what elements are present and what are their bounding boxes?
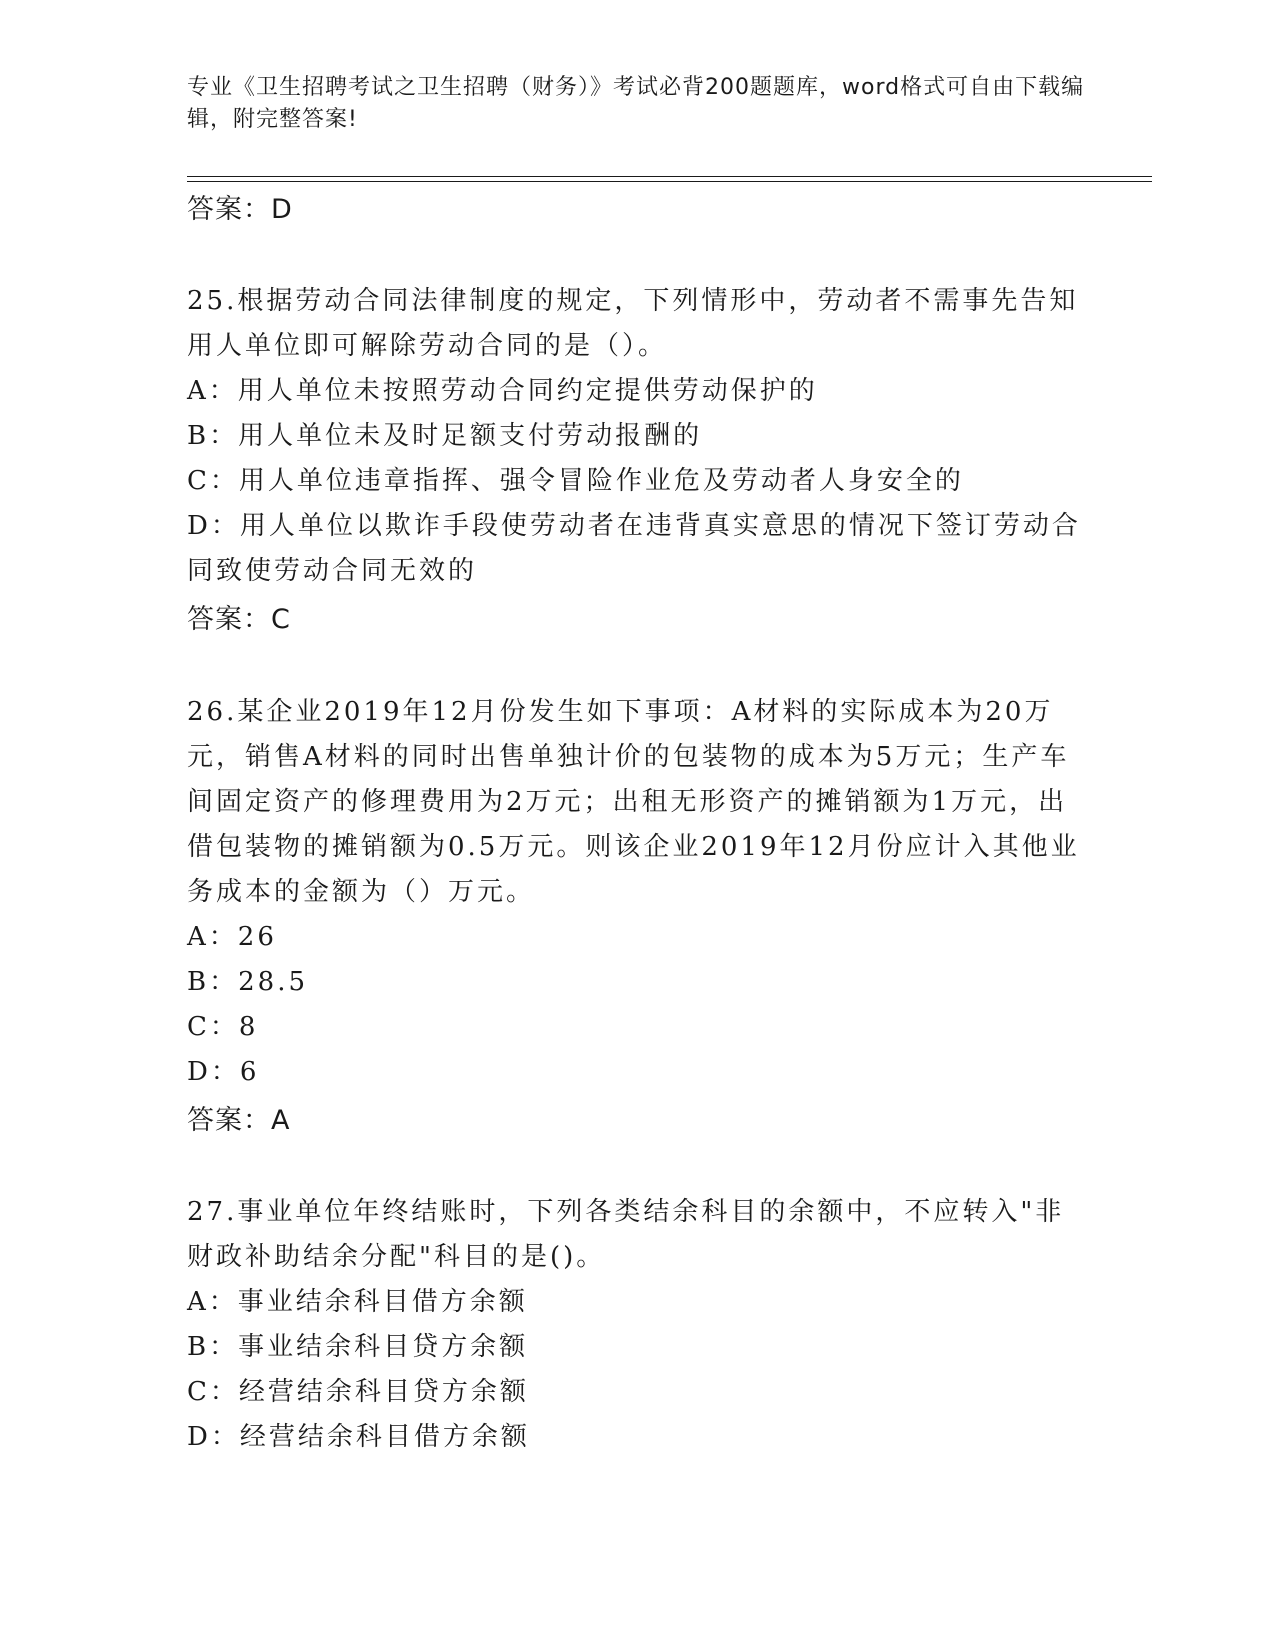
option-b: B：用人单位未及时足额支付劳动报酬的 [187, 421, 703, 451]
question-25 [187, 279, 1087, 594]
document-header: 专业《卫生招聘考试之卫生招聘（财务）》考试必背200题题库，word格式可自由下载编辑，附完整答案! [187, 75, 1085, 132]
option-a: A：26 [187, 922, 277, 952]
option-c: C：8 [187, 1012, 259, 1042]
option-b: B：事业结余科目贷方余额 [187, 1332, 529, 1362]
answer-26: 答案：A [187, 1105, 291, 1136]
option-a: A：事业结余科目借方余额 [187, 1287, 528, 1317]
question-26 [187, 690, 1087, 1095]
option-b: B：28.5 [187, 967, 308, 997]
option-c: C：经营结余科目贷方余额 [187, 1377, 529, 1407]
question-stem: 26.某企业2019年12月份发生如下事项：A材料的实际成本为20万元，销售A材料的同时出售单独计价的包装物的成本为5万元；生产车间固定资产的修理费用为2万元；出租无形资产的摊销额为1万元，出借包装物的摊销额为0.5万元。则该企业2019年12月份应计入其他业务成本的金额为（）万元。 [187, 697, 1080, 907]
option-c: C：用人单位违章指挥、强令冒险作业危及劳动者人身安全的 [187, 466, 964, 496]
option-d: D：6 [187, 1057, 260, 1087]
header-divider-bottom [187, 181, 1152, 182]
header-divider-top [187, 176, 1152, 177]
question-27 [187, 1190, 1087, 1460]
option-a: A：用人单位未按照劳动合同约定提供劳动保护的 [187, 376, 818, 406]
answer-25: 答案：C [187, 604, 291, 635]
option-d: D：经营结余科目借方余额 [187, 1422, 530, 1452]
option-d: D：用人单位以欺诈手段使劳动者在违背真实意思的情况下签订劳动合同致使劳动合同无效的 [187, 511, 1081, 586]
answer-previous: 答案：D [187, 194, 293, 225]
question-stem: 27.事业单位年终结账时，下列各类结余科目的余额中，不应转入"非财政补助结余分配"科目的是()。 [187, 1197, 1065, 1272]
question-stem: 25.根据劳动合同法律制度的规定，下列情形中，劳动者不需事先告知用人单位即可解除劳动合同的是（）。 [187, 286, 1079, 361]
